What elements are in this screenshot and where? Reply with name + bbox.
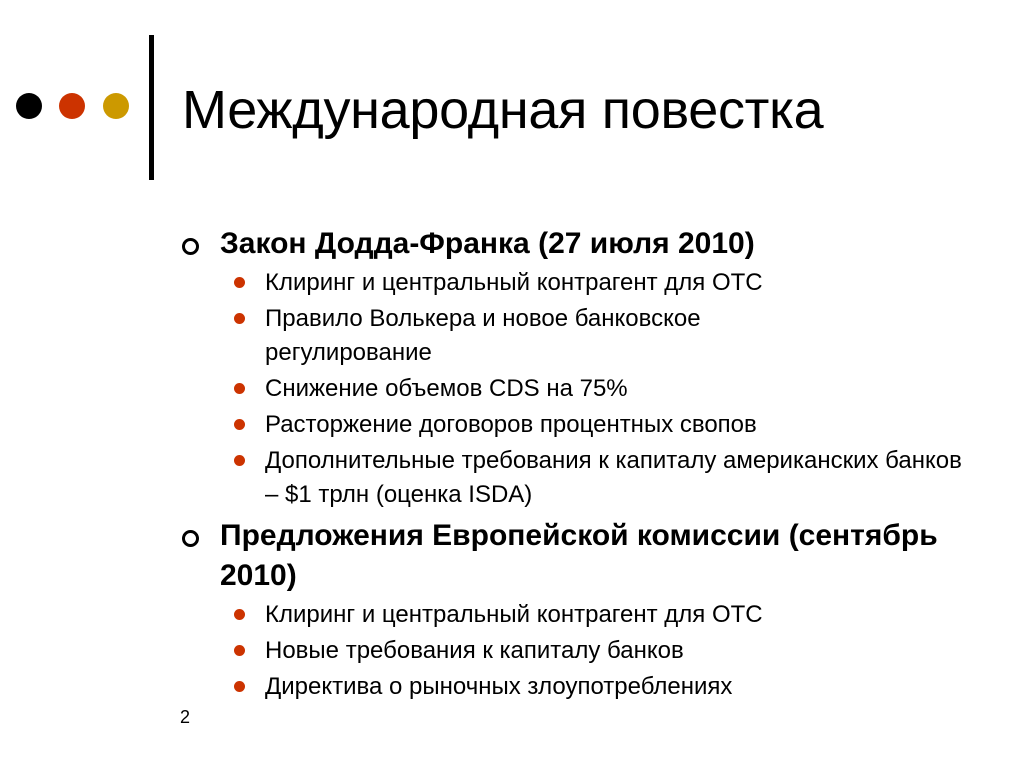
- list-item: [180, 372, 905, 406]
- list-item: [180, 444, 965, 512]
- list-item-text: Правило Волькера и новое банковское регулирование: [265, 305, 701, 366]
- list-item: [180, 408, 905, 442]
- dot-bullet-icon: [234, 419, 245, 430]
- ring-bullet-icon: [182, 238, 199, 255]
- list-item-text: Клиринг и центральный контрагент для ОТС: [265, 601, 763, 628]
- list-item: [180, 634, 905, 668]
- dot-bullet-icon: [234, 645, 245, 656]
- section-heading-european-commission: [180, 516, 940, 596]
- dot-bullet-icon: [234, 277, 245, 288]
- section-heading-dodd-frank: [180, 224, 980, 264]
- list-item-text: Клиринг и центральный контрагент для ОТС: [265, 269, 763, 296]
- list-item-text: Новые требования к капиталу банков: [265, 637, 684, 664]
- decor-dot-black: [16, 93, 42, 119]
- dot-bullet-icon: [234, 383, 245, 394]
- section-heading-text: Закон Додда-Франка (27 июля 2010): [220, 227, 755, 260]
- list-item-text: Расторжение договоров процентных свопов: [265, 411, 757, 438]
- list-item-text: Директива о рыночных злоупотреблениях: [265, 673, 733, 700]
- list-item: [180, 266, 905, 300]
- list-item: [180, 598, 905, 632]
- list-item-text: Дополнительные требования к капиталу американских банков – $1 трлн (оценка ISDA): [265, 447, 962, 508]
- dot-bullet-icon: [234, 609, 245, 620]
- title-divider: [149, 35, 154, 180]
- section-heading-text: Предложения Европейской комиссии (сентябрь 2010): [220, 519, 938, 592]
- list-item-text: Снижение объемов CDS на 75%: [265, 375, 628, 402]
- decor-dot-gold: [103, 93, 129, 119]
- page-number: 2: [180, 707, 191, 727]
- list-item: [180, 302, 865, 370]
- ring-bullet-icon: [182, 530, 199, 547]
- dot-bullet-icon: [234, 455, 245, 466]
- slide-content: [180, 220, 980, 704]
- dot-bullet-icon: [234, 313, 245, 324]
- decor-dot-red: [59, 93, 85, 119]
- list-item: [180, 670, 905, 704]
- dot-bullet-icon: [234, 681, 245, 692]
- slide-title: Международная повестка: [182, 80, 824, 140]
